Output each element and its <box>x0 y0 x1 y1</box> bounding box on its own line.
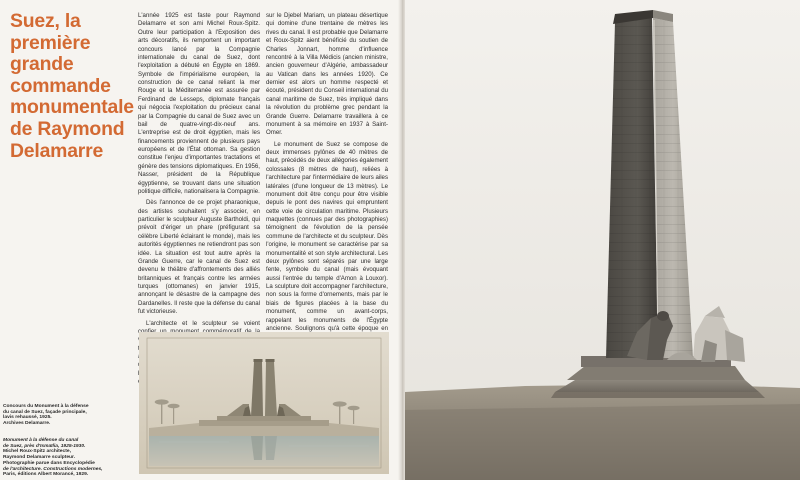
caption-line: Archives Delamarre. <box>3 421 51 427</box>
caption-line: Raymond Delamarre sculpteur. <box>3 455 76 461</box>
caption-line <box>3 421 133 427</box>
caption-photo <box>3 438 133 478</box>
caption-line <box>3 472 133 478</box>
caption-line: Michel Roux-Spitz architecte, <box>3 449 71 455</box>
caption-line: lavis rehaussé, 1925. <box>3 415 52 421</box>
chapter-title: Suez, la première grande commande monumentale de Raymond Delamarre <box>10 10 134 162</box>
drawing-illustration <box>139 332 389 474</box>
caption-line: de Suez, près d'Ismaïlia, 1925-1930. <box>3 443 86 449</box>
caption-drawing <box>3 404 133 427</box>
caption-line: Photographie parue dans Encyclopédie <box>3 460 95 466</box>
caption-line: du canal de Suez, façade principale, <box>3 409 87 415</box>
paragraph: L'architecte et le sculpteur se voient <box>146 319 260 327</box>
paragraph: L'année 1925 est faste pour Raymond Delamarre et son ami Michel Roux-Spitz. Outre leur participation à l'Exposition des arts décoratifs, ils remportent un important concours lancé par la Compagnie internationale du canal de Suez, dont l'exploitation a débuté en Égypte en 1869. Symbole de l'impérialisme européen, la construction de ce canal reliant la mer Rouge et la Méditerranée est assurée par Ferdinand de Lesseps, diplomate français qui négocia l'exploitation du précieux canal par la Compagnie du canal de Suez avec un bail de quatre-vingt-dix-neuf ans. L'entreprise est de droit égyptien, mais les financements proviennent de plusieurs pays européens et de l'État ottoman. Sa gestion constitue l'enjeu d'importantes tractations et génère des tensions diplomatiques. En 1956, Nasser, président de la République égyptienne, se trouvant dans une situation politique difficile, nationalisera la Compagnie. <box>138 12 260 195</box>
paragraph: sur le Djebel Mariam, un plateau désertique qui domine d'une trentaine de mètres les rives du canal. Il est probable que Delamarre et Roux-Spitz aient bénéficié du soutien de Charles Jonnart, homme d'influence rencontré à la Villa Médicis (ancien ministre, ancien gouverneur d'Algérie, ambassadeur au Vatican dans les années 1920). Ce dernier est alors un homme respecté et écouté, président du Conseil international du canal maritime de Suez, très impliqué dans la révolution du problème grec pendant la Grande Guerre. Delamarre travaillera à ce monument à sa mémoire en 1937 à Saint-Omer. <box>266 12 388 137</box>
caption-line: Concours du Monument à la défense <box>3 404 89 409</box>
photo-illustration <box>405 0 800 480</box>
competition-drawing <box>139 332 389 474</box>
text-column-2 <box>266 12 388 332</box>
paragraph: Dès l'annonce de ce projet pharaonique, des artistes souhaitent s'y associer, en particulier le sculpteur Auguste Bartholdi, qui prévoit d'ériger un phare (préfigurant sa célèbre Liberté éclairant le monde), mais les autorités égyptiennes ne retiendront pas son idée. La situation est tout autre après la Grande Guerre, car le canal de Suez est devenu le théâtre d'affrontements des alliés britanniques et français contre les armées turques (ottomanes) en janvier 1915, annonçant le désastre de la campagne des Dardanelles. Il reste que la défense du canal fut victorieuse. <box>138 199 260 316</box>
caption-line: Monument à la défense du canal <box>3 438 79 443</box>
caption-line: de l'architecture. Constructions modernes, <box>3 466 103 472</box>
caption-line: Paris, éditions Albert Morancé, 1929. <box>3 472 89 478</box>
text-column-1 <box>138 12 260 332</box>
paragraph: Le monument de Suez se compose de deux immenses pylônes de 40 mètres de haut, précédés de deux allégories également colossales (8 mètres de haut), reliées à l'architecture par l'intermédiaire de leurs ailes latérales (d'une longueur de 13 mètres). Le monument doit être conçu pour être visible depuis le pont des navires qui empruntent cette voie de circulation maritime. Plusieurs maquettes (connues par des photographies) témoignent de l'évolution de la pensée commune de l'architecte et du sculpteur. Dès l'origine, le monument se caractérise par sa monumentalité et son style architectural. Les deux pylônes sont séparés par une large fente, symbole du canal (mais évoquant aussi l'entrée du temple d'Amon à Louxor). La sculpture doit accompagner l'architecture, non sous la forme d'ornements, mais par le biais de figures placées à la base du monument, comme un avant-corps, rappelant les monuments de l'Égypte ancienne. Soulignons qu'à cette époque en <box>266 140 388 332</box>
monument-photograph <box>405 0 800 480</box>
